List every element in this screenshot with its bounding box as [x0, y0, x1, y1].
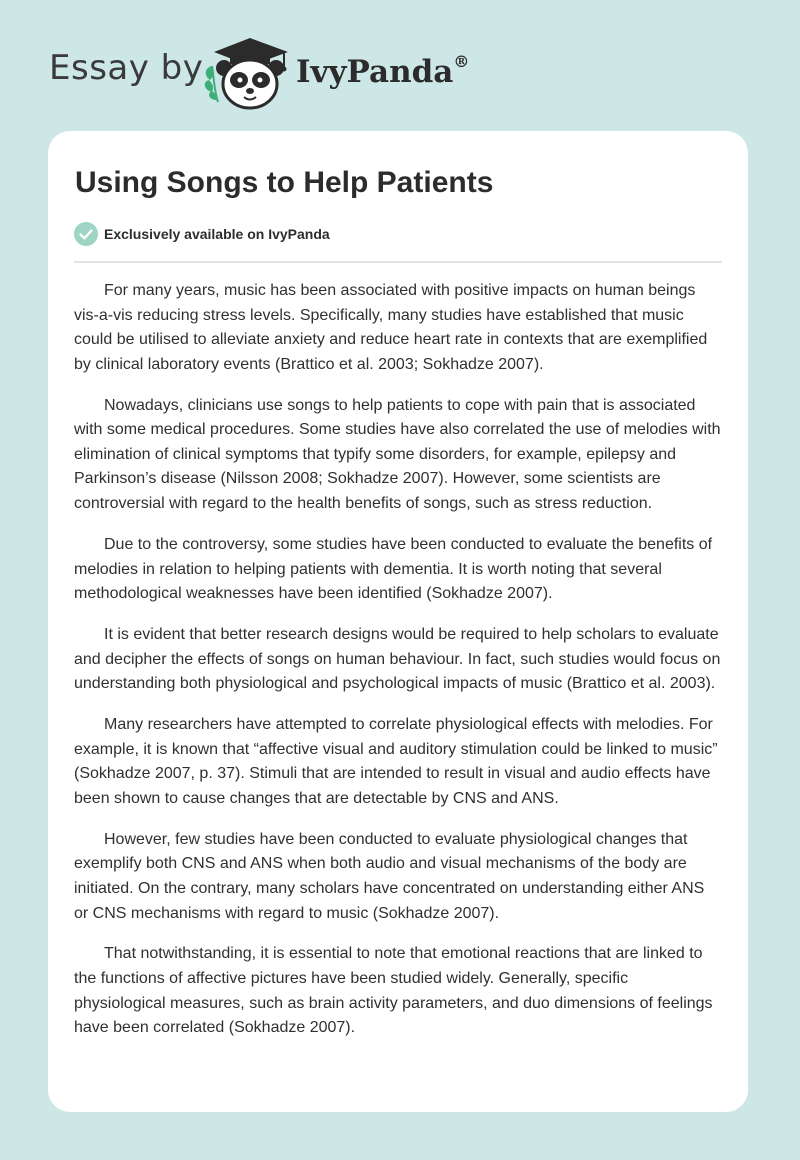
- paragraph: Many researchers have attempted to correlate physiological effects with melodies. For example, it is known that “affective visual and auditory stimulation could be linked to music” (Sokhadze 2007, p. 37). Stimuli that are intended to result in visual and audio effects have been shown to cause changes that are detectable by CNS and ANS.: [74, 716, 718, 807]
- page-title: Using Songs to Help Patients: [75, 166, 494, 199]
- site-header: [0, 0, 800, 130]
- exclusive-badge: [74, 221, 330, 247]
- brand-name: IvyPanda: [296, 54, 454, 90]
- check-circle-icon: [74, 222, 98, 246]
- brand-logo[interactable]: [296, 51, 470, 90]
- paragraph: However, few studies have been conducted to evaluate physiological changes that exemplify both CNS and ANS when both audio and visual mechanisms of the body are initiated. On the contrary, many scholars have concentrated on understanding either ANS or CNS mechanisms with regard to music (Sokhadze 2007).: [74, 830, 705, 922]
- paragraph: For many years, music has been associated with positive impacts on human beings vis-a-vis reducing stress levels. Specifically, many studies have established that music could be utilised to alleviate anxiety and reduce heart rate in contexts that are exemplified by clinical laboratory events (Brattico et al. 2003; Sokhadze 2007).: [74, 282, 708, 373]
- paragraph: It is evident that better research designs would be required to help scholars to evaluate and decipher the effects of songs on human behaviour. In fact, such studies would focus on understanding both physiological and psychological impacts of music (Brattico et al. 2003).: [74, 626, 721, 693]
- paragraph: That notwithstanding, it is essential to note that emotional reactions that are linked to the functions of affective pictures have been studied widely. Generally, specific physiological measures, such as brain activity parameters, and duo dimensions of feelings have been correlated (Sokhadze 2007).: [74, 945, 713, 1037]
- essay-card: [48, 131, 748, 1112]
- paragraph: Nowadays, clinicians use songs to help patients to cope with pain that is associated with some medical procedures. Some studies have also correlated the use of melodies with elimination of clinical symptoms that typify some disorders, for example, epilepsy and Parkinson’s disease (Nilsson 2008; Sokhadze 2007). However, some scientists are controversial with regard to the health benefits of songs, such as stress reduction.: [74, 396, 721, 513]
- paragraph: Due to the controversy, some studies have been conducted to evaluate the benefits of melodies in relation to helping patients with dementia. It is worth noting that several methodological weaknesses have been identified (Sokhadze 2007).: [74, 535, 713, 603]
- exclusive-label: Exclusively available on IvyPanda: [104, 226, 330, 242]
- divider: [74, 261, 722, 263]
- registered-mark: ®: [453, 51, 470, 71]
- essay-by-label: Essay by: [49, 48, 204, 88]
- essay-body: [74, 279, 722, 1057]
- panda-graduate-icon[interactable]: [200, 36, 292, 110]
